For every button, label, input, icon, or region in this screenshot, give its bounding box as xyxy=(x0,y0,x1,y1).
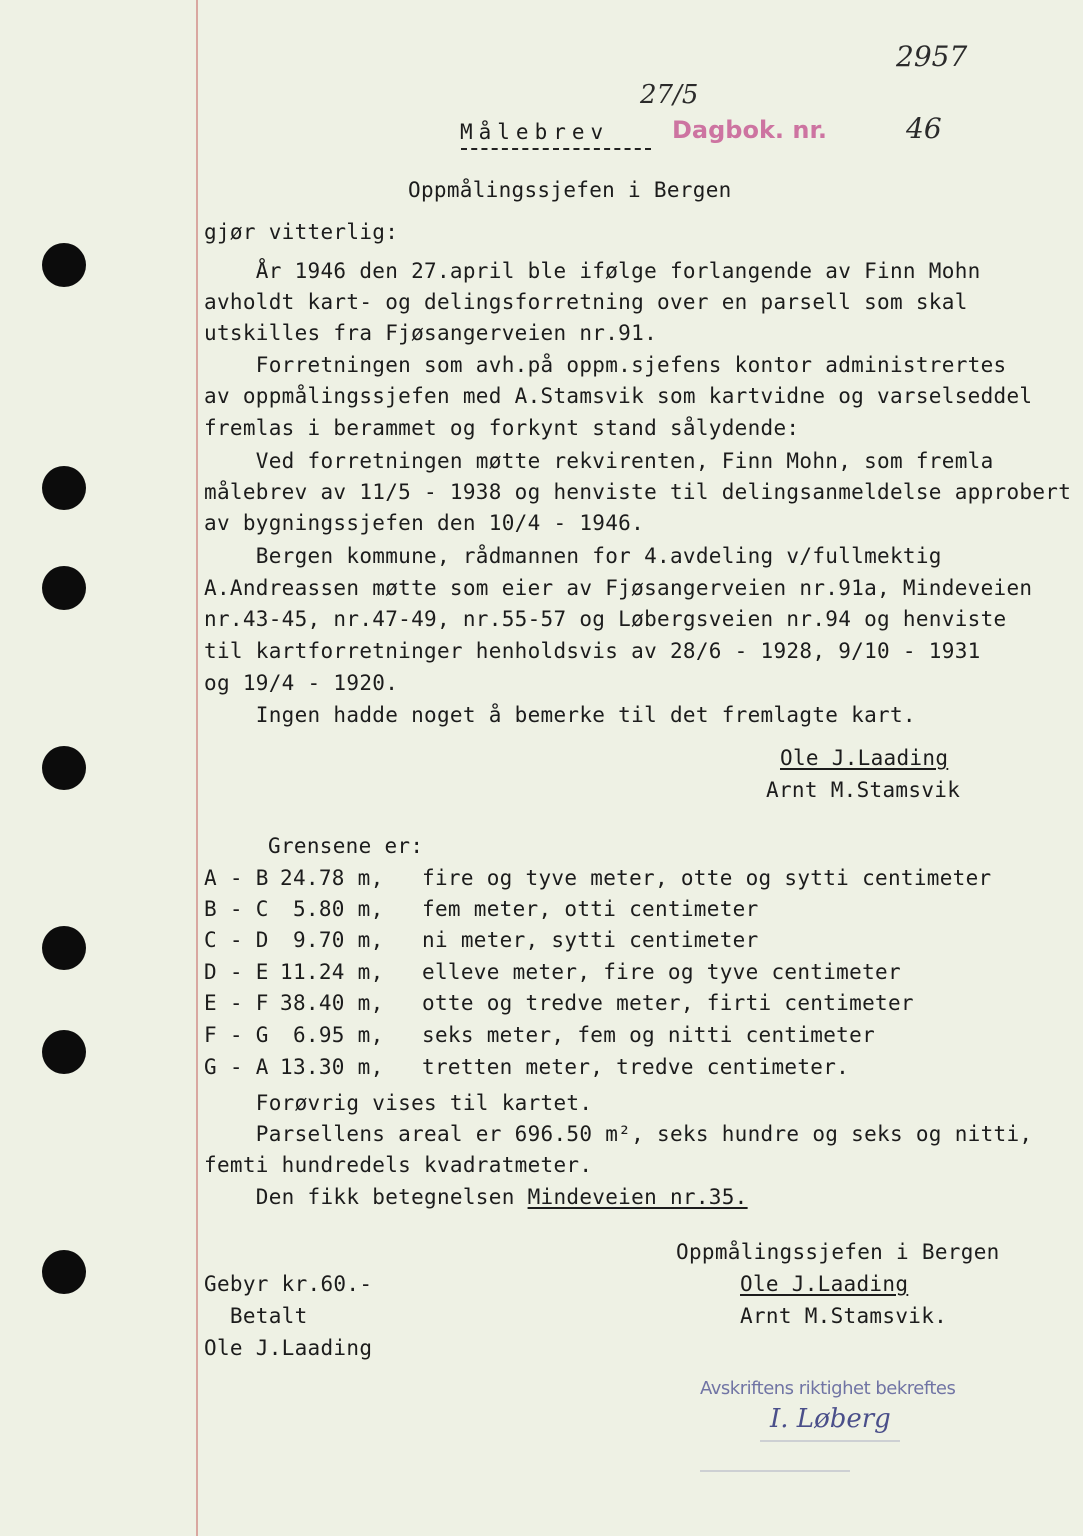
boundary-length: 11.24 m, xyxy=(280,960,384,984)
body-line: til kartforretninger henholdsvis av 28/6 - 1928, 9/10 - 1931 xyxy=(204,639,981,663)
footer-signature-laading: Ole J.Laading xyxy=(740,1272,909,1296)
body-line: og 19/4 - 1920. xyxy=(204,671,399,695)
punch-hole xyxy=(42,243,86,287)
boundary-length: 24.78 m, xyxy=(280,866,384,890)
punch-hole xyxy=(42,926,86,970)
document-title: Målebrev xyxy=(460,120,610,144)
handwritten-year: 46 xyxy=(906,112,942,145)
paid-line: Betalt xyxy=(204,1304,308,1328)
boundary-text: fem meter, otti centimeter xyxy=(422,897,759,921)
footer-office: Oppmålingssjefen i Bergen xyxy=(676,1240,1000,1264)
body-line: gjør vitterlig: xyxy=(204,220,399,244)
signature-laading: Ole J.Laading xyxy=(780,746,949,770)
boundary-length: 9.70 m, xyxy=(280,928,384,952)
boundary-length: 5.80 m, xyxy=(280,897,384,921)
boundary-text: otte og tredve meter, firti centimeter xyxy=(422,991,914,1015)
boundary-segment: D - E xyxy=(204,960,269,984)
boundary-text: ni meter, sytti centimeter xyxy=(422,928,759,952)
boundary-segment: G - A xyxy=(204,1055,269,1079)
footer-signature-stamsvik: Arnt M.Stamsvik. xyxy=(740,1304,948,1328)
designation-value: Mindeveien nr.35. xyxy=(527,1185,748,1209)
body-line: Ved forretningen møtte rekvirenten, Finn Mohn, som fremla xyxy=(204,449,994,473)
boundary-segment: A - B xyxy=(204,866,269,890)
punch-hole xyxy=(42,466,86,510)
body-line: av bygningssjefen den 10/4 - 1946. xyxy=(204,511,645,535)
boundary-text: fire og tyve meter, otte og sytti centimeter xyxy=(422,866,992,890)
punch-hole xyxy=(42,1030,86,1074)
dagbok-stamp: Dagbok. nr. xyxy=(672,116,828,144)
fee-line: Gebyr kr.60.- xyxy=(204,1272,373,1296)
handwritten-date: 27/5 xyxy=(640,80,699,110)
boundary-segment: C - D xyxy=(204,928,269,952)
boundary-text: tretten meter, tredve centimeter. xyxy=(422,1055,850,1079)
punch-hole xyxy=(42,746,86,790)
boundary-text: seks meter, fem og nitti centimeter xyxy=(422,1023,876,1047)
closing-line: Forøvrig vises til kartet. xyxy=(204,1091,593,1115)
certification-stamp: Avskriftens riktighet bekreftes xyxy=(700,1378,956,1399)
designation-line xyxy=(204,1185,748,1209)
closing-line: Parsellens areal er 696.50 m², seks hundre og seks og nitti, xyxy=(204,1122,1033,1146)
body-line: avholdt kart- og delingsforretning over en parsell som skal xyxy=(204,290,968,314)
stamp-smudge xyxy=(700,1470,850,1472)
boundary-length: 6.95 m, xyxy=(280,1023,384,1047)
punch-hole xyxy=(42,566,86,610)
body-line: nr.43-45, nr.47-49, nr.55-57 og Løbergsveien nr.94 og henviste xyxy=(204,607,1007,631)
paid-signature: Ole J.Laading xyxy=(204,1336,373,1360)
body-line: fremlas i berammet og forkynt stand sålydende: xyxy=(204,416,800,440)
designation-prefix: Den fikk betegnelsen xyxy=(204,1185,528,1209)
boundary-segment: E - F xyxy=(204,991,269,1015)
body-line: målebrev av 11/5 - 1938 og henviste til delingsanmeldelse approbert xyxy=(204,480,1072,504)
body-line: A.Andreassen møtte som eier av Fjøsangerveien nr.91a, Mindeveien xyxy=(204,576,1033,600)
body-line: Bergen kommune, rådmannen for 4.avdeling v/fullmektig xyxy=(204,544,942,568)
boundary-segment: F - G xyxy=(204,1023,269,1047)
body-line: Oppmålingssjefen i Bergen xyxy=(408,178,732,202)
boundaries-heading: Grensene er: xyxy=(268,834,424,858)
closing-line: femti hundredels kvadratmeter. xyxy=(204,1153,593,1177)
boundary-text: elleve meter, fire og tyve centimeter xyxy=(422,960,901,984)
punch-hole xyxy=(42,1250,86,1294)
handwritten-number: 2957 xyxy=(896,40,968,73)
boundary-length: 13.30 m, xyxy=(280,1055,384,1079)
certification-signature: I. Løberg xyxy=(770,1404,891,1434)
boundary-length: 38.40 m, xyxy=(280,991,384,1015)
title-underline xyxy=(461,148,651,150)
body-line: av oppmålingssjefen med A.Stamsvik som kartvidne og varselseddel xyxy=(204,384,1033,408)
body-line: År 1946 den 27.april ble ifølge forlangende av Finn Mohn xyxy=(204,259,981,283)
margin-line xyxy=(196,0,198,1536)
body-line: utskilles fra Fjøsangerveien nr.91. xyxy=(204,321,658,345)
body-line: Ingen hadde noget å bemerke til det fremlagte kart. xyxy=(204,703,916,727)
boundary-segment: B - C xyxy=(204,897,269,921)
stamp-smudge xyxy=(760,1440,900,1442)
body-line: Forretningen som avh.på oppm.sjefens kontor administrertes xyxy=(204,353,1007,377)
signature-stamsvik: Arnt M.Stamsvik xyxy=(766,778,961,802)
